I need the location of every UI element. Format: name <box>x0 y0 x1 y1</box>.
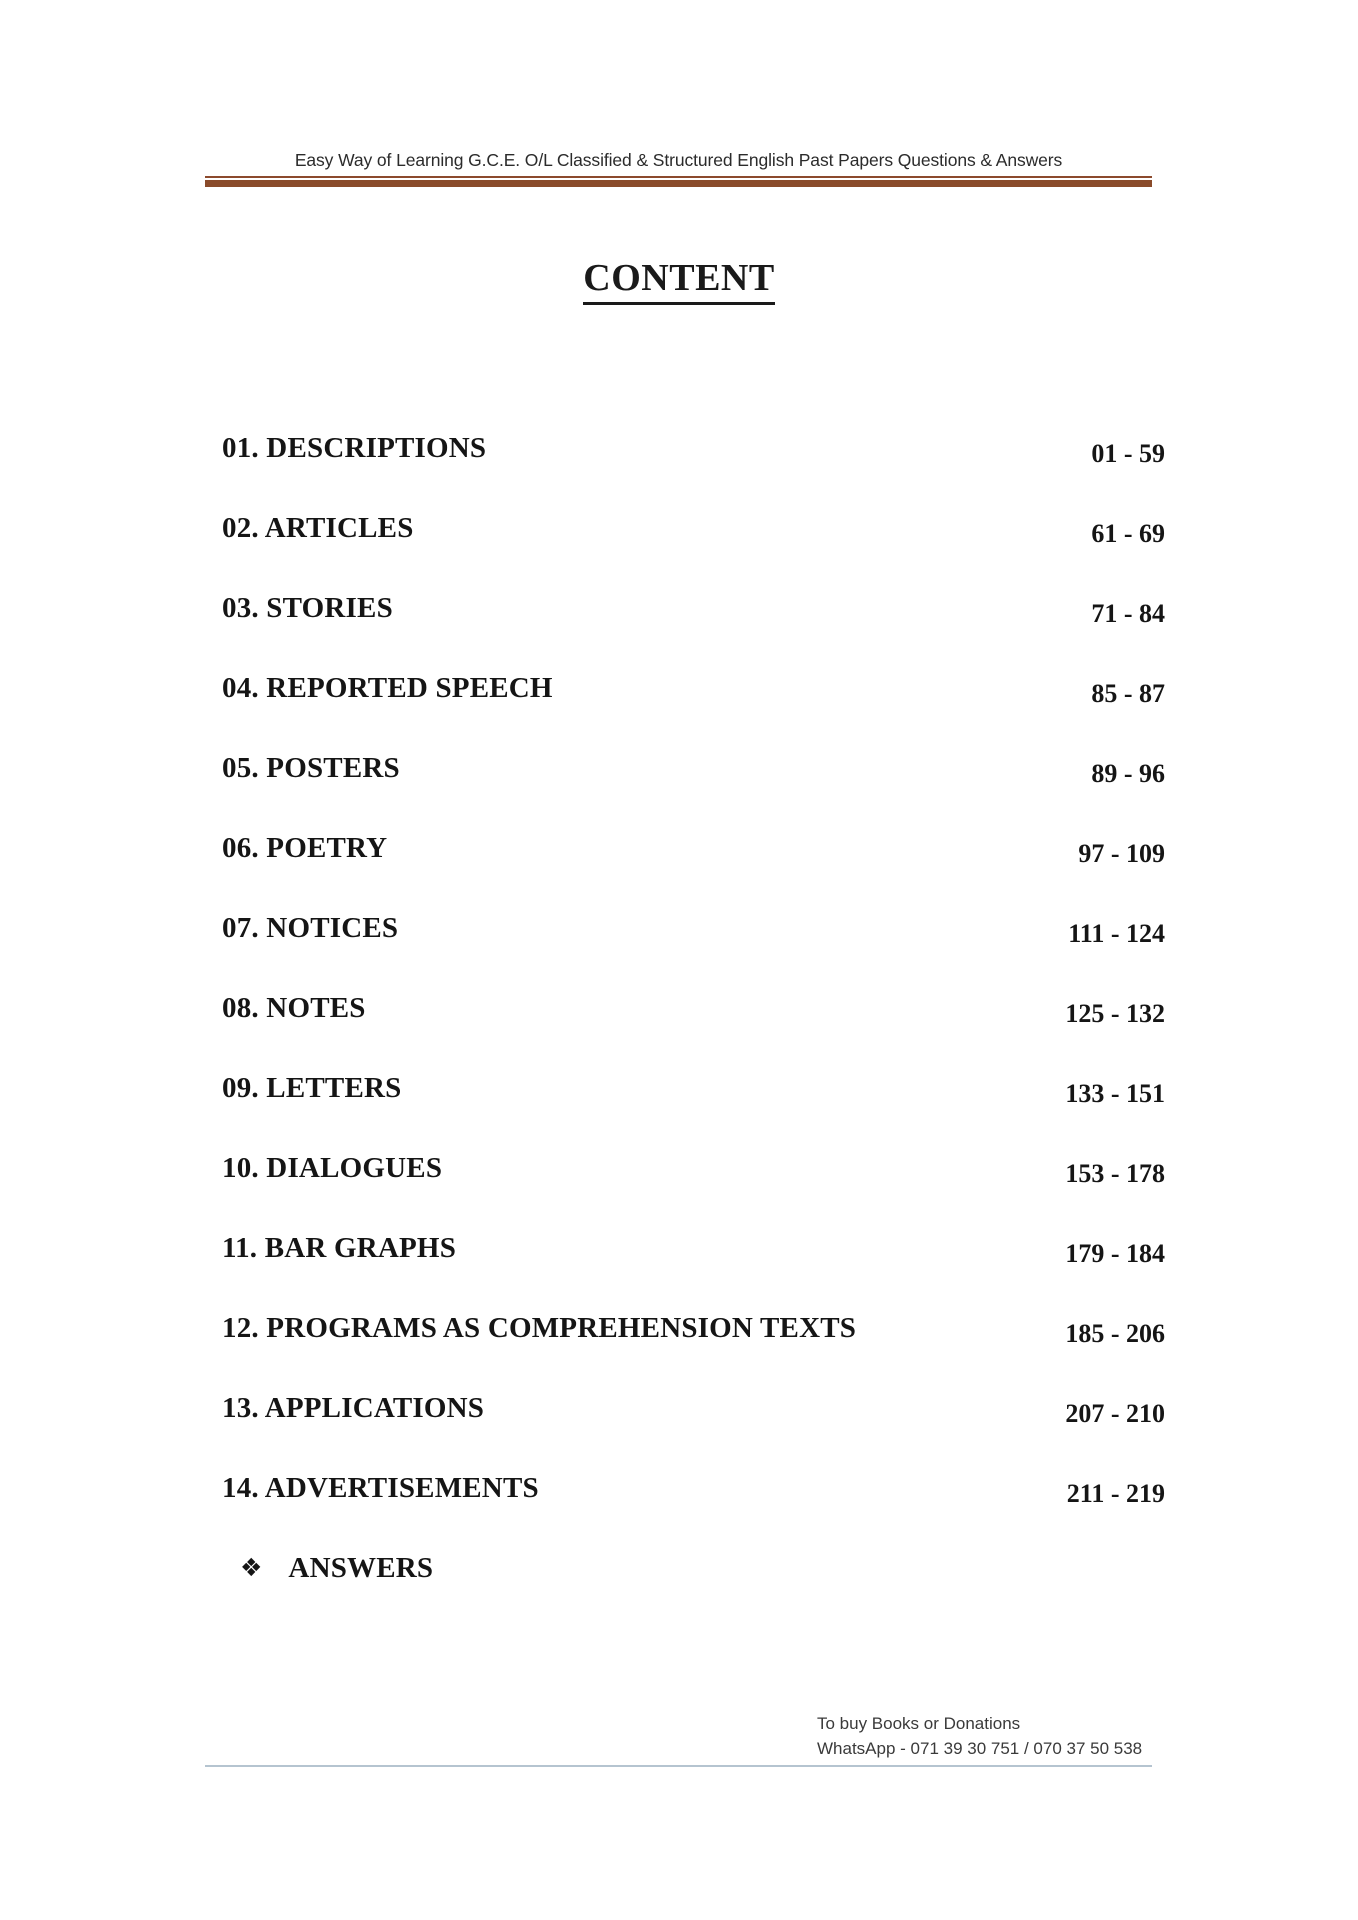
toc-entry-pages: 61 - 69 <box>1091 519 1165 548</box>
toc-row[interactable] <box>222 1472 1165 1552</box>
toc-entry-label: 06. POETRY <box>222 832 388 864</box>
toc-entry-pages: 133 - 151 <box>1065 1079 1165 1108</box>
toc-entry-pages: 153 - 178 <box>1065 1159 1165 1188</box>
toc-row[interactable] <box>222 1392 1165 1472</box>
toc-entry-pages: 89 - 96 <box>1091 759 1165 788</box>
toc-entry-pages: 111 - 124 <box>1068 919 1165 948</box>
page-header <box>205 150 1152 186</box>
toc-row[interactable] <box>222 832 1165 912</box>
page-footer <box>205 1712 1152 1767</box>
toc-entry-label: 14. ADVERTISEMENTS <box>222 1472 539 1504</box>
toc-entry-label: 04. REPORTED SPEECH <box>222 672 553 704</box>
toc-row[interactable] <box>222 1072 1165 1152</box>
toc-entry-label: 12. PROGRAMS AS COMPREHENSION TEXTS <box>222 1312 857 1344</box>
toc-entry-label: 08. NOTES <box>222 992 366 1024</box>
header-title: Easy Way of Learning G.C.E. O/L Classified & Structured English Past Papers Questions & Answers <box>294 150 1063 170</box>
toc-row[interactable] <box>222 992 1165 1072</box>
toc-entry-label: 11. BAR GRAPHS <box>222 1232 457 1264</box>
toc-entry-pages: 207 - 210 <box>1065 1399 1165 1428</box>
toc-row[interactable] <box>222 672 1165 752</box>
toc-entry-pages: 211 - 219 <box>1066 1479 1165 1508</box>
toc-row-answers[interactable] <box>222 1552 1165 1632</box>
toc-entry-label: 13. APPLICATIONS <box>222 1392 485 1424</box>
toc-entry-label: 10. DIALOGUES <box>222 1152 443 1184</box>
toc-row[interactable] <box>222 1312 1165 1392</box>
diamond-bullet-icon: ❖ <box>240 1553 263 1582</box>
toc-entry-pages: 125 - 132 <box>1065 999 1165 1028</box>
footer-line-whatsapp: WhatsApp - 071 39 30 751 / 070 37 50 538 <box>817 1738 1143 1758</box>
toc-row[interactable] <box>222 752 1165 832</box>
toc-row[interactable] <box>222 512 1165 592</box>
footer-divider <box>205 1765 1152 1767</box>
toc-row[interactable] <box>222 1152 1165 1232</box>
toc-entry-label: 01. DESCRIPTIONS <box>222 432 487 464</box>
header-divider <box>205 176 1152 186</box>
toc-row[interactable] <box>222 432 1165 512</box>
table-of-contents <box>222 432 1165 1632</box>
toc-entry-pages: 71 - 84 <box>1091 599 1165 628</box>
toc-entry-pages: 179 - 184 <box>1065 1239 1165 1268</box>
header-divider-thick-line <box>205 180 1152 187</box>
toc-entry-label: 09. LETTERS <box>222 1072 402 1104</box>
toc-row[interactable] <box>222 912 1165 992</box>
toc-entry-pages: 85 - 87 <box>1091 679 1165 708</box>
footer-line-buy: To buy Books or Donations <box>817 1714 1021 1733</box>
toc-entry-pages: 01 - 59 <box>1091 439 1165 468</box>
toc-entry-pages: 97 - 109 <box>1078 839 1165 868</box>
toc-entry-label: 02. ARTICLES <box>222 512 414 544</box>
toc-entry-label: 07. NOTICES <box>222 912 399 944</box>
toc-row[interactable] <box>222 592 1165 672</box>
page-title: CONTENT <box>583 258 774 305</box>
toc-entry-pages: 185 - 206 <box>1065 1319 1165 1348</box>
toc-row[interactable] <box>222 1232 1165 1312</box>
toc-entry-label: ANSWERS <box>288 1552 434 1584</box>
toc-entry-label: 05. POSTERS <box>222 752 400 784</box>
footer-contact-block <box>205 1712 1152 1761</box>
toc-entry-label: 03. STORIES <box>222 592 393 624</box>
page-title-wrap <box>0 258 1358 305</box>
